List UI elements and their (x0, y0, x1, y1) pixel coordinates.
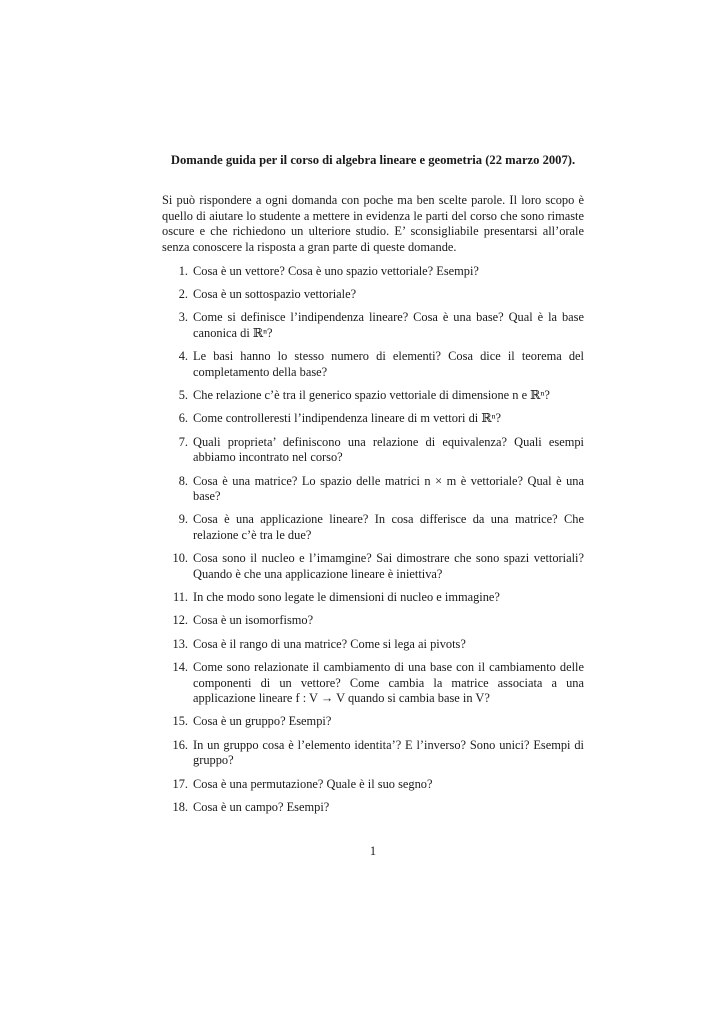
list-item (162, 287, 584, 303)
list-item (162, 800, 584, 816)
list-item (162, 714, 584, 730)
list-item (162, 777, 584, 793)
question-text: Cosa è un isomorfismo? (193, 613, 314, 628)
question-text: Come si definisce l’indipendenza lineare? Cosa è una base? Qual è la base canonica di ℝⁿ? (193, 310, 584, 341)
question-number: 10. (172, 551, 188, 566)
list-item (162, 613, 584, 629)
question-number: 11. (172, 590, 188, 605)
question-number: 13. (172, 636, 188, 651)
question-number: 12. (172, 613, 188, 628)
question-number: 6. (178, 411, 188, 426)
question-number: 9. (178, 512, 188, 527)
list-item (162, 310, 584, 341)
question-text: Cosa è un vettore? Cosa è uno spazio vettoriale? Esempi? (193, 264, 479, 278)
page-number: 1 (369, 844, 377, 858)
question-text: Come sono relazionate il cambiamento di una base con il cambiamento delle componenti di un vettore? Come cambia la matrice associata a una applicazione lineare f : V → V quando si cambia base in V? (193, 659, 584, 706)
question-text: Cosa è un campo? Esempi? (193, 799, 330, 814)
question-text: In che modo sono legate le dimensioni di nucleo e immagine? (193, 590, 500, 605)
question-text: Cosa è il rango di una matrice? Come si lega ai pivots? (193, 636, 466, 651)
list-item (162, 435, 584, 466)
list-item (162, 551, 584, 582)
question-text: Quali proprieta’ definiscono una relazione di equivalenza? Quali esempi abbiamo incontrato nel corso? (193, 434, 584, 465)
list-item (162, 388, 584, 404)
question-number: 14. (172, 659, 188, 674)
list-item (162, 512, 584, 543)
question-number: 8. (178, 473, 188, 488)
intro-paragraph: Si può rispondere a ogni domanda con poche ma ben scelte parole. Il loro scopo è quello di aiutare lo studente a mettere in evidenza le parti del corso che sono rimaste oscure e che richiedono un ulteriore studio. E’ sconsigliabile presentarsi all’orale senza conoscere la risposta a gran parte di queste domande. (162, 193, 584, 255)
list-item (162, 349, 584, 380)
question-text: Cosa è una matrice? Lo spazio delle matrici n × m è vettoriale? Qual è una base? (193, 473, 584, 504)
question-text: In un gruppo cosa è l’elemento identita’? E l’inverso? Sono unici? Esempi di gruppo? (193, 737, 584, 768)
list-item (162, 474, 584, 505)
question-number: 16. (172, 737, 188, 752)
question-number: 5. (178, 388, 188, 403)
list-item (162, 590, 584, 606)
list-item (162, 264, 584, 280)
question-number: 7. (178, 434, 188, 449)
question-text: Come controlleresti l’indipendenza lineare di m vettori di ℝⁿ? (193, 411, 502, 426)
list-item (162, 637, 584, 653)
question-number: 1. (178, 264, 188, 278)
question-number: 17. (172, 776, 188, 791)
question-text: Cosa è una applicazione lineare? In cosa differisce da una matrice? Che relazione c’è tra le due? (193, 512, 584, 543)
question-text: Cosa sono il nucleo e l’imamgine? Sai dimostrare che sono spazi vettoriali? Quando è che una applicazione lineare è iniettiva? (193, 551, 584, 582)
list-item (162, 660, 584, 707)
question-text: Cosa è un gruppo? Esempi? (193, 714, 332, 729)
document-title: Domande guida per il corso di algebra lineare e geometria (22 marzo 2007). (170, 153, 576, 167)
question-text: Cosa è una permutazione? Quale è il suo segno? (193, 776, 433, 791)
list-item (162, 411, 584, 427)
list-item (162, 738, 584, 769)
question-number: 15. (172, 714, 188, 729)
question-text: Cosa è un sottospazio vettoriale? (193, 287, 357, 302)
question-text: Le basi hanno lo stesso numero di elementi? Cosa dice il teorema del completamento della base? (193, 349, 584, 380)
question-list (162, 264, 584, 823)
question-text: Che relazione c’è tra il generico spazio vettoriale di dimensione n e ℝⁿ? (193, 388, 550, 403)
question-number: 2. (178, 287, 188, 302)
question-number: 18. (172, 799, 188, 814)
question-number: 4. (178, 349, 188, 364)
question-number: 3. (178, 310, 188, 325)
